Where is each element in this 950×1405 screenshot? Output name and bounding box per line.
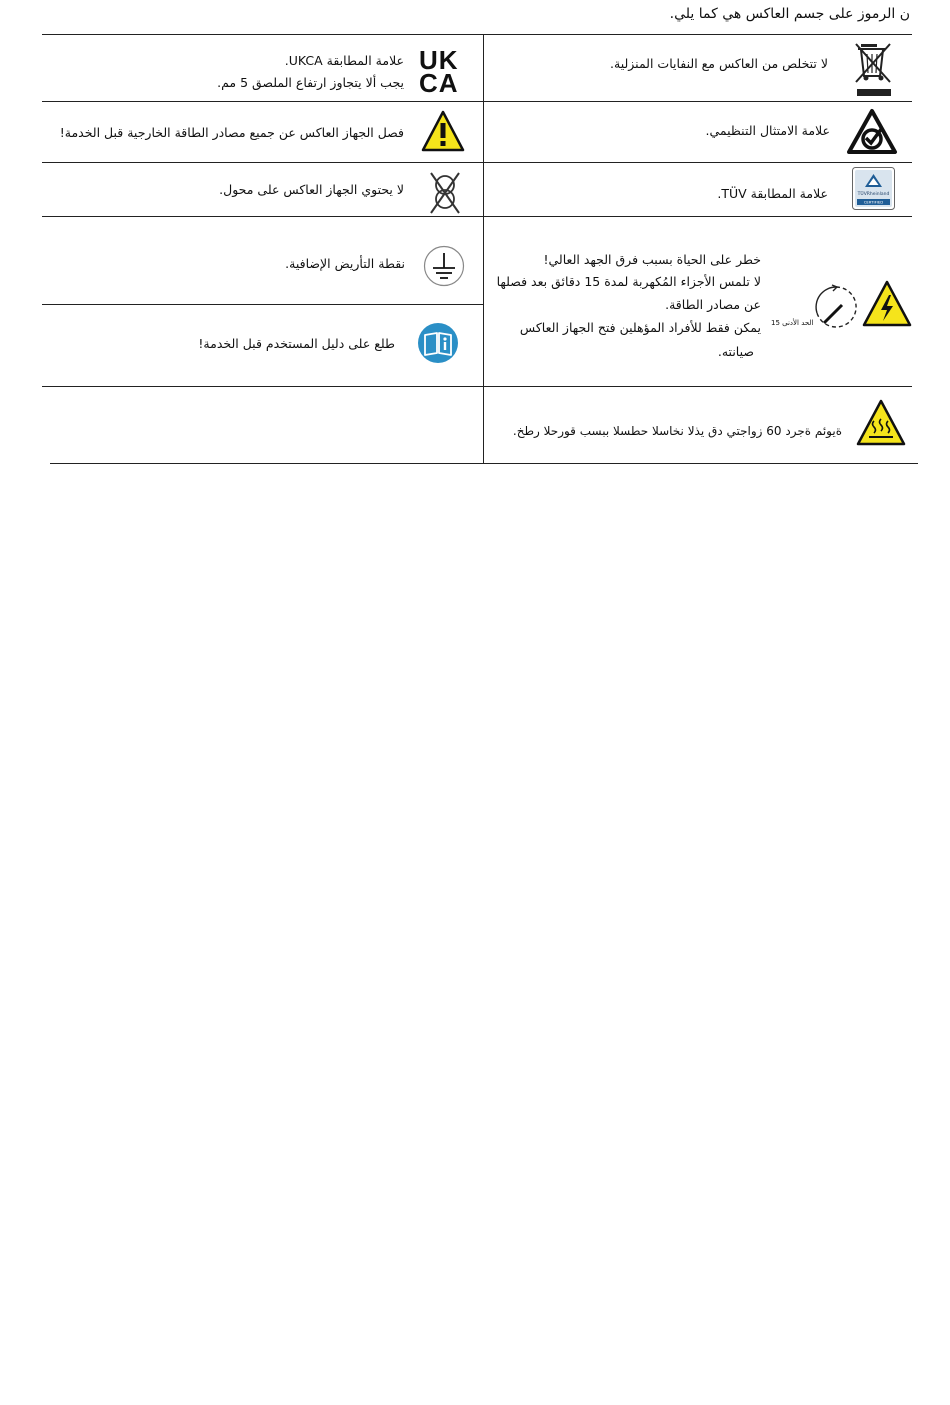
r1-right-text: لا تتخلص من العاكس مع النفايات المنزلية. [610, 56, 828, 71]
high-voltage-icon [861, 279, 913, 329]
r4-right-text-2: لا تلمس الأجزاء المُكهربة لمدة 15 دقائق بعد فصلها [496, 274, 761, 289]
timer-icon [812, 283, 860, 331]
row-divider-3 [42, 216, 912, 217]
table-top-border [42, 34, 912, 35]
crossed-bin-icon [852, 40, 896, 98]
rcm-mark-icon [846, 108, 898, 156]
hot-surface-icon [855, 398, 907, 448]
ukca-top-letters: UK [419, 45, 459, 75]
ukca-mark-icon [419, 45, 469, 98]
r4-right-text-5: صيانته. [717, 344, 754, 359]
tuv-brand-label: TÜVRheinland [857, 192, 890, 197]
ukca-bottom-letters: CA [419, 68, 459, 98]
r5-right-text: ةيوئم ةجرد 60 زواجتي دق يذلا نخاسلا حطسلا ببسب قورحلا رطخ. [512, 424, 842, 438]
tuv-cert-label: CERTIFIED [863, 199, 884, 205]
manual-icon [417, 322, 459, 364]
r3-left-text: لا يحتوي الجهاز العاكس على محول. [219, 182, 404, 197]
r2-right-text: علامة الامتثال التنظيمي. [705, 123, 830, 138]
row-divider-5 [42, 386, 912, 387]
column-divider [483, 34, 484, 464]
r4-right-text-1: خطر على الحياة بسبب فرق الجهد العالي! [543, 252, 761, 267]
r3-right-text: علامة المطابقة TÜV. [717, 186, 828, 201]
no-transformer-icon [428, 171, 462, 215]
row-divider-2 [42, 162, 912, 163]
r1-left-text-1: علامة المطابقة UKCA. [284, 53, 404, 68]
r4-left-top-text: نقطة التأريض الإضافية. [285, 256, 405, 271]
r4-right-text-4: يمكن فقط للأفراد المؤهلين فتح الجهاز العاكس [519, 320, 761, 335]
intro-text: ن الرموز على جسم العاكس هي كما يلي. [669, 6, 910, 22]
table-bottom-border [50, 463, 918, 464]
r4-left-bottom-text: طلع على دليل المستخدم قبل الخدمة! [198, 336, 395, 351]
row-divider-1 [42, 101, 912, 102]
row-divider-4-left [42, 304, 483, 305]
ground-icon [423, 245, 465, 287]
warning-triangle-icon [421, 110, 465, 152]
r1-left-text-2: يجب ألا يتجاوز ارتفاع الملصق 5 مم. [217, 75, 404, 90]
r4-right-text-3: عن مصادر الطاقة. [665, 297, 761, 312]
r2-left-text: فصل الجهاز العاكس عن جميع مصادر الطاقة الخارجية قبل الخدمة! [59, 125, 404, 140]
tuv-mark-icon [852, 167, 895, 210]
min-time-label: 15 الحد الأدنى [771, 319, 814, 327]
